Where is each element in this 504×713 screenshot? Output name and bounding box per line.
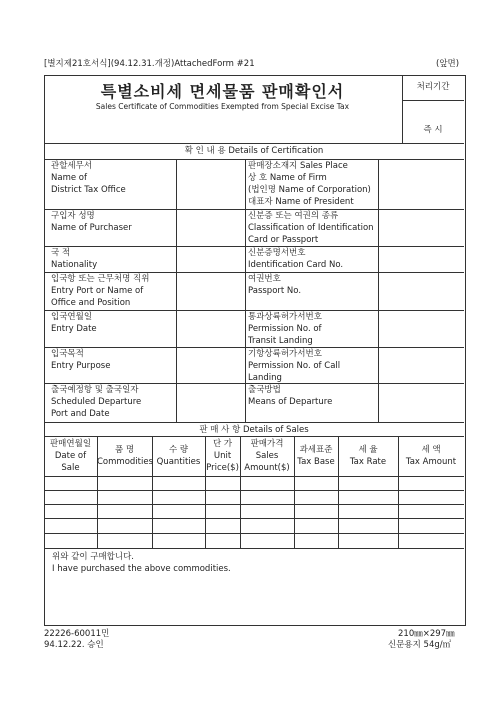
processing-value: 즉 시 bbox=[423, 125, 443, 135]
cert-right-1: 신분증 또는 여권의 종류 Classification of Identification Card or Passport bbox=[248, 211, 374, 245]
sales-header-tax-amount: 세 액 Tax Amount bbox=[405, 445, 457, 467]
cert-left-2: 국 적 Nationality bbox=[51, 248, 98, 270]
certification-section-title: 확 인 내 용 Details of Certification bbox=[184, 146, 324, 156]
sales-header-unit-price: 단 가 Unit Price($) bbox=[206, 439, 239, 473]
cert-right-6: 출국방법 Means of Departure bbox=[248, 385, 333, 407]
footer-approval: 94.12.22. 승인 bbox=[44, 640, 104, 650]
page-side: (앞면) bbox=[436, 59, 460, 69]
processing-label: 처리기간 bbox=[416, 82, 450, 92]
cert-right-5: 기항상륙허가서번호 Permission No. of Call Landing bbox=[248, 349, 341, 383]
cert-left-1: 구입자 성명 Name of Purchaser bbox=[51, 211, 132, 233]
purchase-statement-en: I have purchased the above commodities. bbox=[52, 564, 231, 574]
sales-header-tax-base: 과세표준 Tax Base bbox=[297, 445, 335, 467]
sales-section-title: 판 매 사 항 Details of Sales bbox=[199, 425, 309, 435]
cert-right-4: 통과상륙허가서번호 Permission No. of Transit Landing bbox=[248, 312, 322, 346]
form-title: 특별소비세 면세물품 판매확인서 bbox=[100, 82, 345, 101]
form-subtitle: Sales Certificate of Commodities Exempted from Special Excise Tax bbox=[95, 102, 350, 111]
sales-header-quantities: 수 량 Quantities bbox=[156, 445, 201, 467]
sales-header-date: 판매연월일 Date of Sale bbox=[49, 439, 92, 473]
cert-right-2: 신분증명서번호 Identification Card No. bbox=[248, 248, 344, 270]
cert-left-3: 입국항 또는 근무처명 직위 Entry Port or Name of Office and Position bbox=[51, 274, 150, 308]
footer-paper: 신문용지 54g/㎡ bbox=[388, 640, 452, 650]
cert-left-4: 입국연월일 Entry Date bbox=[51, 312, 97, 334]
sales-header-sales-amount: 판매가격 Sales Amount($) bbox=[244, 439, 290, 473]
footer-size: 210㎜×297㎜ bbox=[398, 629, 455, 639]
cert-left-5: 입국목적 Entry Purpose bbox=[51, 349, 111, 371]
cert-left-0: 관할세무서 Name of District Tax Office bbox=[51, 161, 126, 195]
cert-right-3: 여권번호 Passport No. bbox=[248, 274, 302, 296]
form-id: [별지제21호서식](94.12.31.개정)AttachedForm #21 bbox=[44, 59, 255, 69]
sales-header-tax-rate: 세 율 Tax Rate bbox=[349, 445, 387, 467]
cert-right-0: 판매장소재지 Sales Place 상 호 Name of Firm (법인명 Name of Corporation) 대표자 Name of President bbox=[248, 161, 371, 207]
cert-left-6: 출국예정항 및 출국일자 Scheduled Departure Port and Date bbox=[51, 385, 142, 419]
purchase-statement-ko: 위와 같이 구매합니다. bbox=[52, 552, 135, 562]
sales-header-commodities: 품 명 Commodities bbox=[97, 445, 154, 467]
footer-code: 22226-60011민 bbox=[44, 629, 110, 639]
